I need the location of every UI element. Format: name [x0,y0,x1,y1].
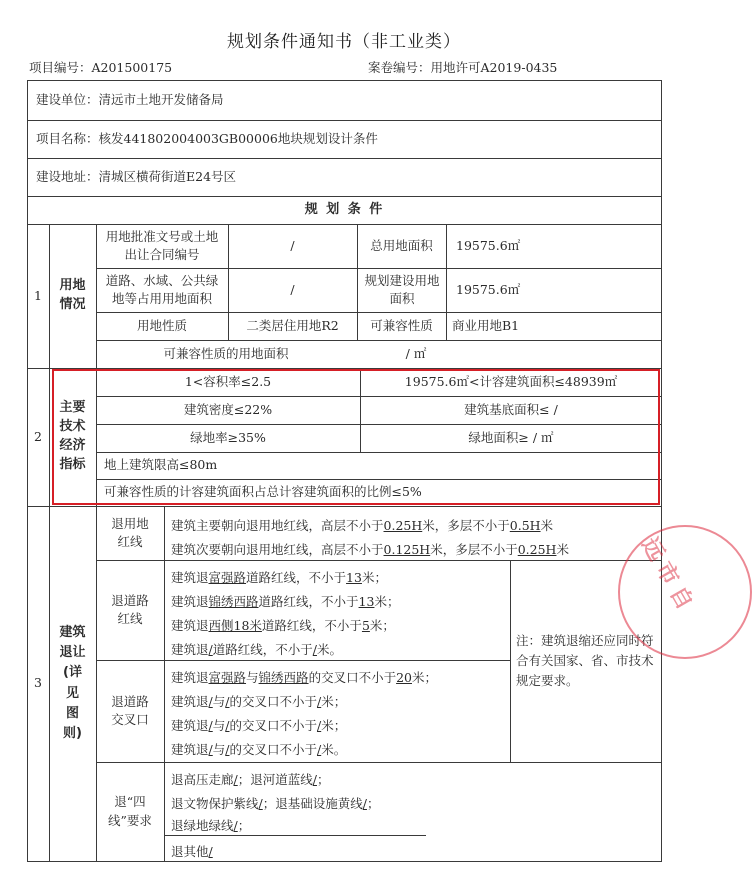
compatible-area-label: 可兼容性质的用地面积 [163,345,289,361]
approval-value: / [290,237,295,253]
land-nature-label: 用地性质 [136,317,187,333]
section-header: 规 划 条 件 [304,201,385,217]
land-setback-line-2: 建筑次要朝向退用地红线，高层不小于0.125H米，多层不小于0.25H米 [171,542,569,557]
crossing-setback-line: 建筑退/与/的交叉口不小于/米； [171,694,347,709]
road-setback-line: 建筑退/道路红线，不小于/米。 [171,642,342,657]
four-lines-line-2: 退文物保护紫线/；退基础设施黄线/； [171,796,380,811]
road-area-label: 道路、水域、公共绿地等占用用地面积 [105,272,219,306]
official-seal-text: 远市自 [636,533,701,620]
total-area-label: 总用地面积 [370,237,433,253]
approval-label: 用地批准文号或土地出让合同编号 [105,228,219,262]
crossing-setback-line: 建筑退富强路与锦绣西路的交叉口不小于20米； [171,670,437,685]
section-2-number: 2 [34,428,42,444]
table-bottom-border [27,861,662,862]
four-lines-line-1: 退高压走廊/；退河道蓝线/； [171,772,330,787]
builder-field: 建设单位：清远市土地开发储备局 [36,91,224,107]
four-lines-line-3: 退绿地绿线/； [171,818,251,833]
compatible-ratio: 可兼容性质的计容建筑面积占总计容建筑面积的比例≤5% [104,484,422,500]
green-rate-indicator: 绿地率≥35% [190,429,266,445]
document-title: 规划条件通知书（非工业类） [227,32,461,52]
land-setback-line-1: 建筑主要朝向退用地红线，高层不小于0.25H米，多层不小于0.5H米 [171,518,554,533]
far-indicator: 1<容积率≤2.5 [184,373,272,389]
green-area-indicator: 绿地面积≥ / ㎡ [468,429,554,445]
four-lines-line-4: 退其他/ [171,844,213,859]
address-field: 建设地址：清城区横荷街道E24号区 [36,168,237,184]
far-area-indicator: 19575.6㎡<计容建筑面积≤48939㎡ [404,373,618,389]
road-setback-line: 建筑退富强路道路红线，不小于13米； [171,570,387,585]
setback-note: 注：建筑退缩还应同时符合有关国家、省、市技术规定要求。 [516,633,654,688]
land-setback-label: 退用地 红线 [111,515,149,549]
road-area-value: / [290,281,295,297]
total-area-value: 19575.6㎡ [456,237,521,253]
project-number: 项目编号：A201500175 [29,60,173,75]
compatible-nature-label: 可兼容性质 [370,317,433,333]
compatible-area-value: / ㎡ [405,345,427,361]
section-1-number: 1 [34,287,42,303]
density-indicator: 建筑密度≤22% [183,401,273,417]
section-1-title: 用地 情况 [59,278,86,312]
section-3-title: 建筑 退让 (详 见 图 则) [59,625,86,741]
section-2-title: 主要 技术 经济 指标 [59,400,86,472]
land-nature-value: 二类居住用地R2 [246,317,339,333]
highlight-box [52,369,660,505]
plan-area-label: 规划建设用地面积 [364,272,440,306]
case-number: 案卷编号：用地许可A2019-0435 [368,60,558,75]
project-name-field: 项目名称：核发441802004003GB00006地块规划设计条件 [36,130,378,146]
road-setback-line: 建筑退西侧18米道路红线，不小于5米； [171,618,395,633]
section-3-number: 3 [34,675,42,691]
compatible-nature-value: 商业用地B1 [452,317,520,333]
four-lines-label: 退“四 线”要求 [108,794,152,828]
road-setback-label: 退道路 红线 [111,592,149,626]
height-limit: 地上建筑限高≤80m [104,457,218,473]
plan-area-value: 19575.6㎡ [456,281,521,297]
crossing-setback-label: 退道路 交叉口 [111,693,149,727]
crossing-setback-line: 建筑退/与/的交叉口不小于/米； [171,718,347,733]
base-area-indicator: 建筑基底面积≤ / [464,401,558,417]
road-setback-line: 建筑退锦绣西路道路红线，不小于13米； [171,594,400,609]
crossing-setback-line: 建筑退/与/的交叉口不小于/米。 [171,742,347,757]
